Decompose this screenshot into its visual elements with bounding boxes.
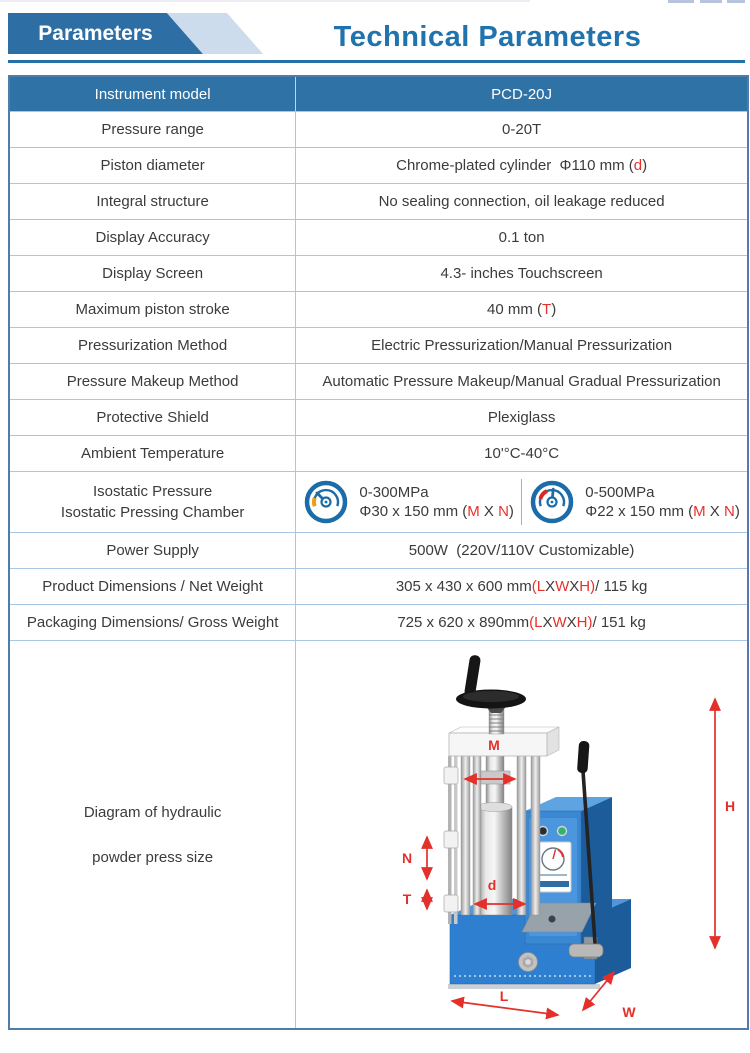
parameter-value: 500W (220V/110V Customizable) — [408, 542, 635, 559]
dimension-label-t: T — [402, 891, 412, 907]
table-row — [10, 328, 747, 364]
parameters-ribbon-label: Parameters — [38, 22, 153, 45]
dimension-label-n: N — [402, 850, 413, 866]
parameter-value: 0-20T — [502, 121, 542, 138]
top-edge-artifact — [0, 0, 530, 2]
parameter-name: Pressure range — [10, 112, 296, 147]
parameter-name: Pressure Makeup Method — [10, 364, 296, 399]
isostatic-option-500mpa — [521, 479, 747, 525]
parameter-value: 40 mm ( T ) — [487, 301, 557, 318]
parameter-value: No sealing connection, oil leakage reduced — [378, 193, 665, 210]
dimension-label-l: L — [499, 988, 509, 1004]
parameter-name: Display Screen — [10, 256, 296, 291]
pressure-gauge-icon — [529, 479, 575, 525]
table-row — [10, 256, 747, 292]
top-edge-artifact — [727, 0, 745, 3]
parameter-name: Protective Shield — [10, 400, 296, 435]
table-row — [10, 184, 747, 220]
table-header-row — [10, 77, 747, 112]
screw-handle — [456, 654, 526, 734]
isostatic-option-300mpa — [296, 479, 521, 525]
header-parameter-name: Instrument model — [10, 77, 296, 111]
isostatic-spec-text — [585, 483, 740, 522]
parameter-name: Ambient Temperature — [10, 436, 296, 471]
dimension-label-d: d — [487, 877, 497, 893]
parameter-value: Chrome-plated cylinder Φ110 mm ( d ) — [396, 157, 648, 174]
table-row — [10, 569, 747, 605]
isostatic-label-line2: Isostatic Pressing Chamber — [60, 504, 245, 521]
isostatic-spec-text — [359, 483, 514, 522]
dimension-label-w: W — [622, 1004, 636, 1020]
parameter-value: 0.1 ton — [498, 229, 545, 246]
table-row-diagram — [10, 641, 747, 1028]
technical-parameters-table — [8, 75, 749, 1030]
table-row — [10, 148, 747, 184]
table-row — [10, 292, 747, 328]
dimension-label-h: H — [725, 798, 736, 814]
parameter-value: Automatic Pressure Makeup/Manual Gradual Pressurization — [322, 373, 721, 390]
isostatic-size: Φ30 x 150 mm (M X N) — [359, 503, 514, 520]
table-row — [10, 436, 747, 472]
parameter-name: Maximum piston stroke — [10, 292, 296, 327]
parameter-name: Display Accuracy — [10, 220, 296, 255]
pressure-gauge-icon — [303, 479, 349, 525]
tray-plug — [549, 916, 556, 923]
diagram-caption — [10, 641, 296, 1028]
parameter-name: Power Supply — [10, 533, 296, 568]
dimension-label-m: M — [488, 737, 501, 753]
parameter-name: Pressurization Method — [10, 328, 296, 363]
parameter-name: Piston diameter — [10, 148, 296, 183]
parameter-name: Packaging Dimensions/ Gross Weight — [10, 605, 296, 640]
parameter-name: Integral structure — [10, 184, 296, 219]
parameter-value: 4.3- inches Touchscreen — [440, 265, 603, 282]
parameter-value: 10'°C-40°C — [484, 445, 560, 462]
parameter-value — [296, 472, 747, 532]
diagram-caption-line2: powder press size — [92, 848, 214, 866]
table-row-isostatic — [10, 472, 747, 533]
table-row — [10, 400, 747, 436]
table-row — [10, 605, 747, 641]
isostatic-capacity: 0-500MPa — [585, 483, 655, 501]
isostatic-size: Φ22 x 150 mm (M X N) — [585, 503, 740, 520]
header-parameter-value: PCD-20J — [491, 85, 553, 103]
isostatic-label-line1: Isostatic Pressure — [93, 483, 213, 500]
diagram-image-cell — [296, 641, 747, 1028]
parameter-name: Product Dimensions / Net Weight — [10, 569, 296, 604]
hydraulic-press-illustration — [296, 641, 747, 1028]
table-row — [10, 533, 747, 569]
table-row — [10, 220, 747, 256]
parameter-value: Plexiglass — [487, 409, 556, 426]
parameter-name — [10, 472, 296, 532]
isostatic-capacity: 0-300MPa — [359, 483, 429, 501]
top-edge-artifact — [700, 0, 722, 3]
hex-plug — [519, 953, 538, 972]
header-divider — [8, 60, 745, 63]
diagram-caption-line1: Diagram of hydraulic — [83, 803, 222, 821]
parameter-value: 305 x 430 x 600 mm ( L X W X H ) / 115 kg — [395, 578, 648, 595]
start-button — [558, 827, 567, 836]
table-body — [10, 112, 747, 1028]
table-row — [10, 112, 747, 148]
table-row — [10, 364, 747, 400]
top-edge-artifact — [668, 0, 694, 3]
page-title: Technical Parameters — [333, 21, 642, 53]
parameter-value: 725 x 620 x 890mm ( L X W X H ) / 151 kg — [397, 614, 646, 631]
parameter-value: Electric Pressurization/Manual Pressurization — [371, 337, 673, 354]
